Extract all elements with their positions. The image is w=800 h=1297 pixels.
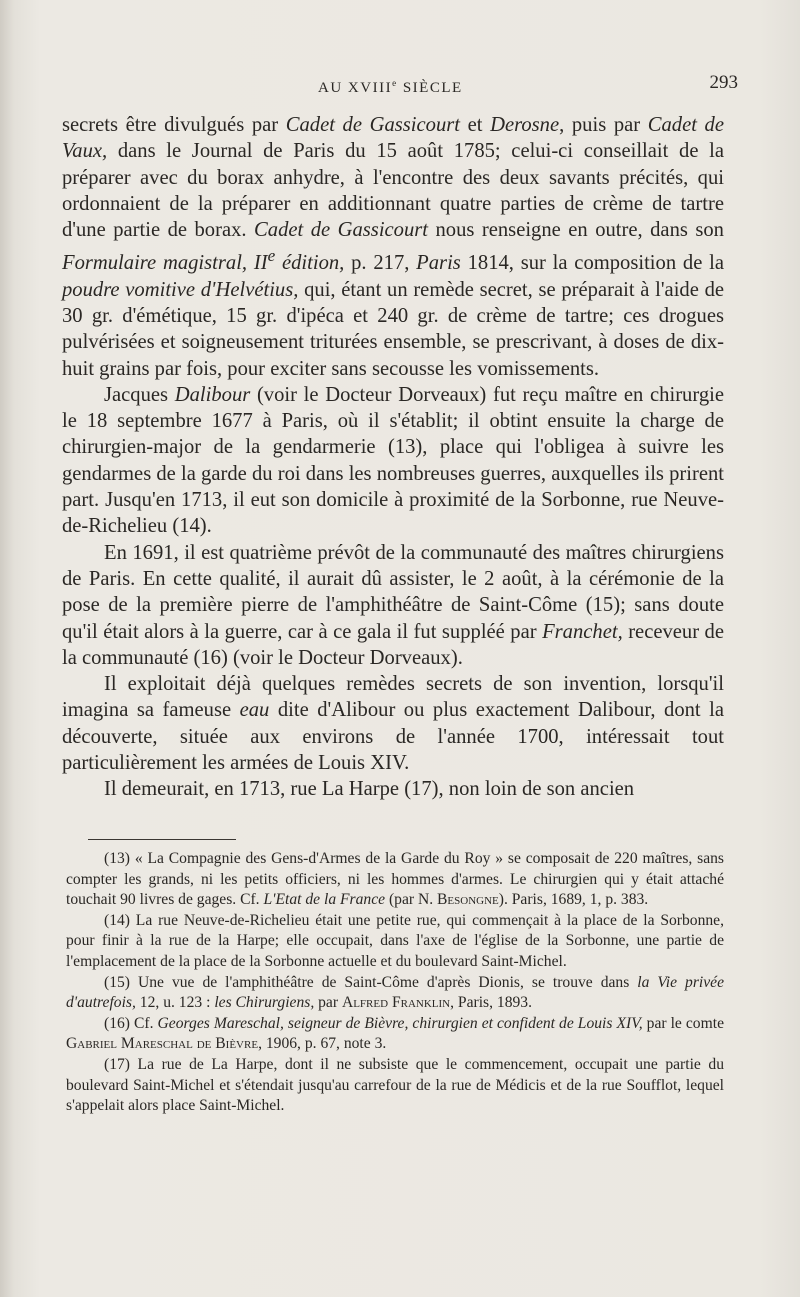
text-run: (16) Cf.: [104, 1014, 158, 1032]
footnote-16: [66, 1014, 724, 1055]
text-run: (13) « La Compagnie des Gens-d'Armes de la Garde du Roy » se composait de 220 maîtres, sans compter les grands, ni les petits officiers, ni les hommes d'armes. Le chirurgien qui y était attaché touchait 90 livres de gages. Cf.: [66, 850, 724, 909]
italic-name: Dalibour: [174, 383, 251, 406]
paragraph-5: [62, 776, 724, 802]
running-title-superscript: e: [392, 78, 398, 88]
italic-title-text: Formulaire magistral, II: [62, 252, 268, 275]
author-name: Besongne: [437, 891, 499, 909]
paragraph-1: [62, 112, 724, 382]
italic-name: Cadet de Gassicourt: [254, 219, 429, 242]
italic-title: les Chirurgiens,: [214, 994, 315, 1012]
italic-term: poudre vomitive d'Helvétius,: [62, 278, 299, 301]
text-run: par: [314, 994, 342, 1012]
footnotes: [66, 849, 724, 1117]
text-run: dite d'Alibour ou plus exactement Dalibour, dont la découverte, située aux environs de l'année 1700, intéressait tout particulièrement les armées de Louis XIV.: [62, 699, 724, 774]
text-run: par le comte: [642, 1014, 724, 1032]
italic-name: Cadet de Gassicourt: [285, 114, 460, 136]
italic-title: L'Etat de la France: [263, 891, 386, 909]
italic-title: la Vie privée d'autrefois,: [66, 973, 724, 1012]
text-run: 1814, sur la composition de la: [460, 252, 724, 275]
text-run: Jacques: [104, 383, 175, 406]
text-run: , 1906, p. 67, note 3.: [258, 1035, 387, 1053]
text-run: , Paris, 1893.: [450, 994, 532, 1012]
italic-title: Georges Mareschal, seigneur de Bièvre, chirurgien et confident de Louis XIV,: [157, 1014, 643, 1032]
text-run: Il exploitait déjà quelques remèdes secrets de son invention, lorsqu'il imagina sa fameuse: [62, 673, 724, 722]
author-name: Alfred Franklin: [341, 994, 451, 1012]
footnote-13: [66, 849, 724, 911]
paragraph-3: [62, 540, 724, 671]
italic-name: Cadet de Vaux,: [62, 114, 724, 163]
text-run: ). Paris, 1689, 1, p. 383.: [498, 891, 649, 909]
author-name: Gabriel Mareschal de Bièvre: [66, 1035, 259, 1053]
italic-title: [62, 246, 345, 275]
text-run: (voir le Docteur Dorveaux) fut reçu maître en chirurgie le 18 septembre 1677 à Paris, où il s'établit; il obtint ensuite la charge de chirurgien-major de la gendarmerie (13), place qui l'obligea à suivre les gendarmes de la garde du roi dans les nombreuses guerres, auxquelles ils prirent part. Jusqu'en 1713, il eut son domicile à proximité de la Sorbonne, rue Neuve-de-Richelieu (14).: [62, 383, 724, 538]
paragraph-2: [62, 382, 724, 540]
footnote-15: [66, 973, 724, 1014]
text-run: receveur de la communauté (16) (voir le Docteur Dorveaux).: [62, 620, 724, 669]
text-run: (17) La rue de La Harpe, dont il ne subsiste que le commencement, occupait une partie du boulevard Saint-Michel et s'étendait jusqu'au carrefour de la rue de Médicis et de la rue Soufflot, lequel s'appelait alors place Saint-Michel.: [66, 1055, 724, 1115]
footnote-17: [66, 1055, 724, 1117]
running-title: [318, 78, 463, 97]
italic-term: eau: [239, 699, 270, 722]
main-text: [62, 112, 724, 803]
paragraph-4: [62, 671, 724, 776]
text-run: En 1691, il est quatrième prévôt de la communauté des maîtres chirurgiens de Paris. En cette qualité, il aurait dû assister, le 2 août, à la cérémonie de la pose de la première pierre de l'amphithéâtre de Saint-Côme (15); sans doute qu'il était alors à la guerre, car à ce gala il fut suppléé par: [62, 541, 724, 643]
text-run: (15) Une vue de l'amphithéâtre de Saint-Côme d'après Dionis, se trouve dans: [104, 973, 638, 991]
running-title-suffix: SIÈCLE: [397, 80, 463, 96]
italic-title-text: édition,: [275, 252, 345, 275]
running-header: [60, 72, 740, 100]
superscript: e: [267, 246, 276, 266]
italic-name: Derosne: [490, 114, 560, 136]
text-run: secrets être divulgués par: [62, 114, 286, 136]
text-run: , puis par: [559, 114, 648, 136]
footnote-divider: [88, 839, 236, 840]
text-run: Il demeurait, en 1713, rue La Harpe (17), non loin de son ancien: [104, 778, 635, 801]
text-run: dans le Journal de Paris du 15 août 1785; celui-ci conseillait de la préparer avec du borax anhydre, à l'encontre des deux savants précités, qui ordonnaient de la préparer en additionnant quatre parties de crème de tartre d'une partie de borax.: [62, 140, 724, 242]
italic-name: Franchet,: [542, 620, 623, 643]
italic-place: Paris: [416, 252, 461, 275]
page-number: 293: [709, 72, 738, 93]
text-run: p. 217,: [344, 252, 417, 275]
text-run: et: [460, 114, 491, 136]
text-run: (par N.: [385, 891, 438, 909]
footnote-14: [66, 911, 724, 973]
text-run: nous renseigne en outre, dans son: [428, 219, 724, 242]
text-run: 12, u. 123 :: [135, 994, 215, 1012]
text-run: qui, étant un remède secret, se préparait à l'aide de 30 gr. d'émétique, 15 gr. d'ipéca et 240 gr. de crème de tartre; ces drogues pulvérisées et soigneusement triturées ensemble, se prescrivant, à doses de dix-huit grains par fois, pour exciter sans secousse les vomissements.: [62, 278, 725, 380]
running-title-text: AU XVIII: [318, 80, 393, 96]
text-run: (14) La rue Neuve-de-Richelieu était une petite rue, qui commençait à la place de la Sorbonne, pour finir à la rue de la Harpe; elle occupait, dans l'axe de l'église de la Sorbonne, une partie de l'emplacement de la place de la Sorbonne actuelle et du boulevard Saint-Michel.: [66, 911, 724, 970]
